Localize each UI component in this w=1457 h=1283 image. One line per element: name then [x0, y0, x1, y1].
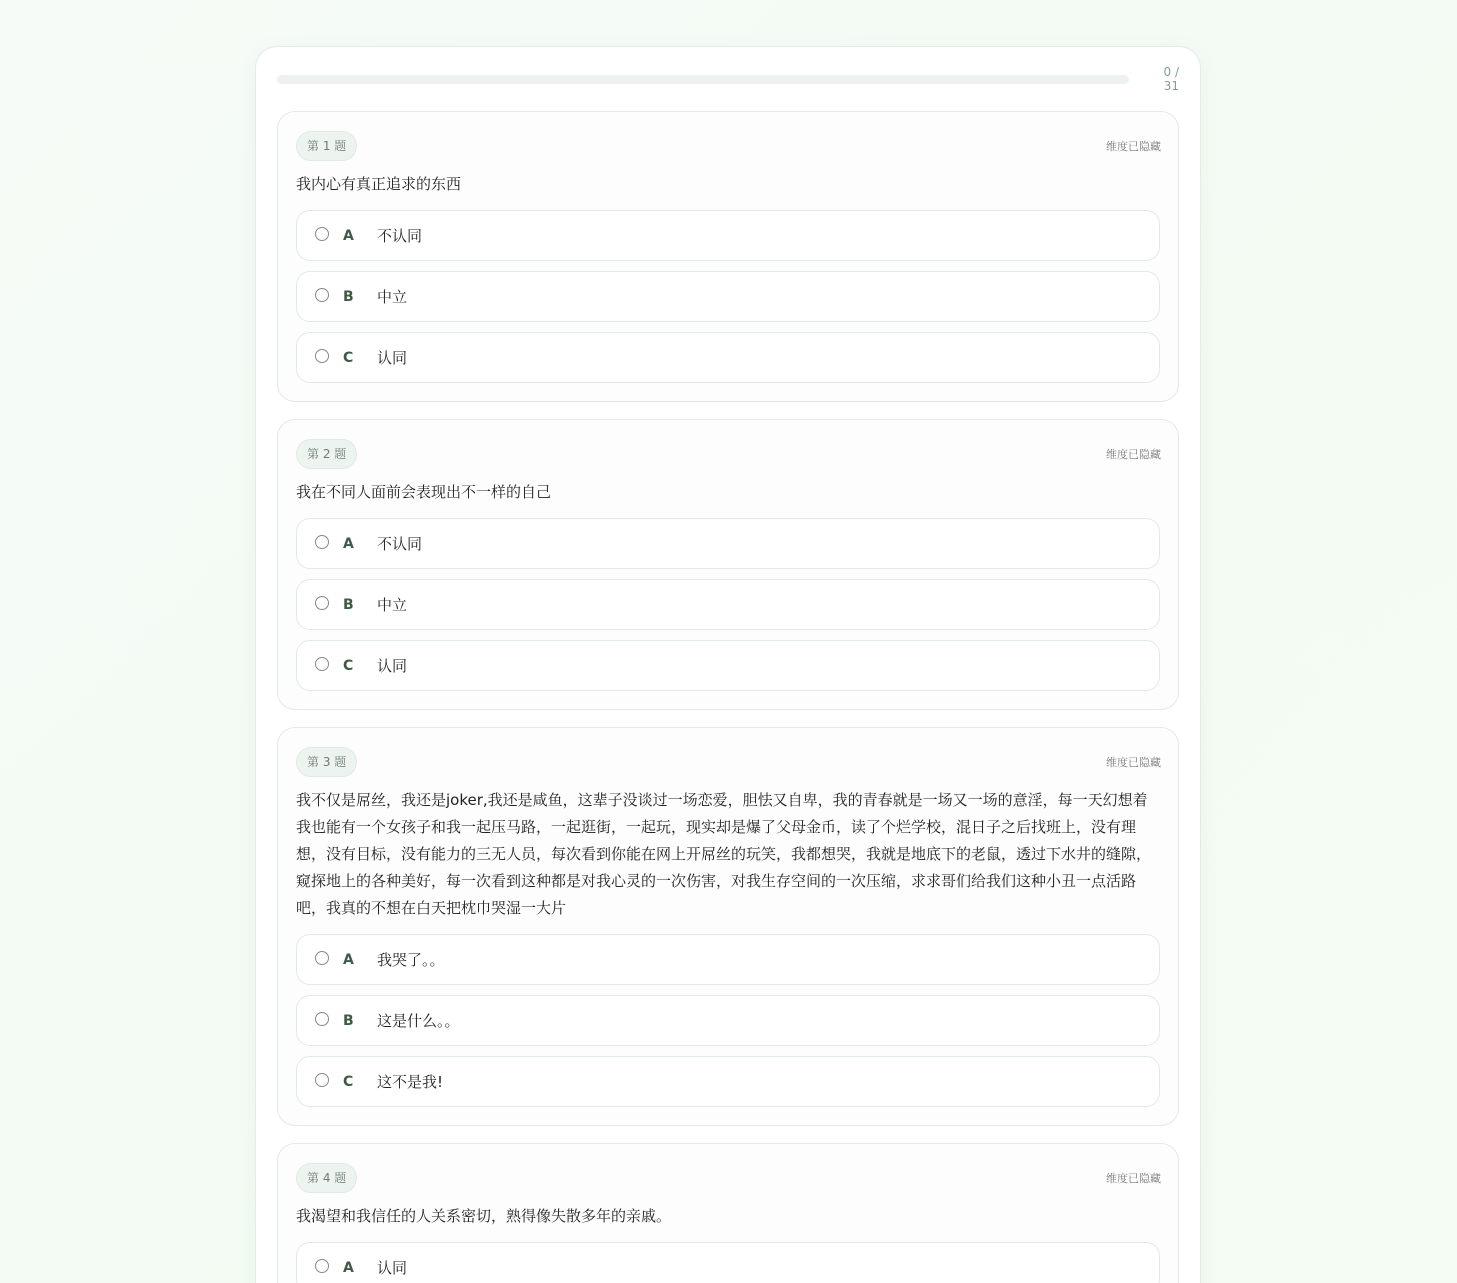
quiz-panel	[255, 46, 1201, 1283]
progress-count: 0 / 31	[1163, 65, 1179, 93]
question-number-badge: 第 4 题	[296, 1163, 357, 1193]
option-letter: A	[343, 227, 354, 244]
question-number-badge: 第 1 题	[296, 131, 357, 161]
radio-button[interactable]	[315, 596, 329, 610]
answer-option[interactable]	[296, 640, 1160, 691]
question-card	[277, 111, 1179, 402]
option-letter: C	[343, 657, 354, 674]
radio-button[interactable]	[315, 288, 329, 302]
question-card	[277, 419, 1179, 710]
option-label: 认同	[377, 1259, 408, 1277]
option-label: 这不是我!	[377, 1073, 444, 1091]
option-letter: B	[343, 596, 354, 613]
option-label: 我哭了。。	[377, 951, 445, 969]
question-number-badge: 第 3 题	[296, 747, 357, 777]
radio-button[interactable]	[315, 1259, 329, 1273]
option-letter: B	[343, 288, 354, 305]
answer-option[interactable]	[296, 210, 1160, 261]
radio-button[interactable]	[315, 535, 329, 549]
question-text: 我不仅是屌丝，我还是joker,我还是咸鱼，这辈子没谈过一场恋爱，胆怯又自卑，我的青春就是一场又一场的意淫，每一天幻想着我也能有一个女孩子和我一起压马路，一起逛街，一起玩，现实却是爆了父母金币，读了个烂学校，混日子之后找班上，没有理想，没有目标，没有能力的三无人员，每次看到你能在网上开屌丝的玩笑，我都想哭，我就是地底下的老鼠，透过下水井的缝隙，窥探地上的各种美好，每一次看到这种都是对我心灵的一次伤害，对我生存空间的一次压缩，求求哥们给我们这种小丑一点活路吧，我真的不想在白天把枕巾哭湿一大片	[296, 791, 1152, 917]
answer-option[interactable]	[296, 579, 1160, 630]
question-card	[277, 727, 1179, 1126]
progress-row	[277, 47, 1179, 111]
option-letter: A	[343, 1259, 354, 1276]
question-text: 我在不同人面前会表现出不一样的自己	[296, 483, 552, 501]
dimension-hidden-label: 维度已隐藏	[1106, 140, 1161, 153]
answer-option[interactable]	[296, 995, 1160, 1046]
option-label: 中立	[377, 596, 408, 614]
question-text: 我内心有真正追求的东西	[296, 175, 462, 193]
radio-button[interactable]	[315, 657, 329, 671]
radio-button[interactable]	[315, 1012, 329, 1026]
option-label: 不认同	[377, 227, 423, 245]
option-label: 不认同	[377, 535, 423, 553]
radio-button[interactable]	[315, 349, 329, 363]
option-label: 认同	[377, 657, 408, 675]
option-label: 中立	[377, 288, 408, 306]
radio-button[interactable]	[315, 1073, 329, 1087]
radio-button[interactable]	[315, 951, 329, 965]
option-letter: B	[343, 1012, 354, 1029]
radio-button[interactable]	[315, 227, 329, 241]
answer-option[interactable]	[296, 518, 1160, 569]
dimension-hidden-label: 维度已隐藏	[1106, 756, 1161, 769]
question-card	[277, 1143, 1179, 1283]
answer-option[interactable]	[296, 1242, 1160, 1283]
answer-option[interactable]	[296, 332, 1160, 383]
question-list	[277, 111, 1179, 1283]
question-number-badge: 第 2 题	[296, 439, 357, 469]
option-letter: A	[343, 535, 354, 552]
option-letter: A	[343, 951, 354, 968]
answer-option[interactable]	[296, 1056, 1160, 1107]
option-letter: C	[343, 1073, 354, 1090]
option-label: 认同	[377, 349, 408, 367]
option-letter: C	[343, 349, 354, 366]
dimension-hidden-label: 维度已隐藏	[1106, 1172, 1161, 1185]
answer-option[interactable]	[296, 271, 1160, 322]
progress-bar	[277, 75, 1129, 84]
answer-option[interactable]	[296, 934, 1160, 985]
dimension-hidden-label: 维度已隐藏	[1106, 448, 1161, 461]
question-text: 我渴望和我信任的人关系密切，熟得像失散多年的亲戚。	[296, 1207, 672, 1225]
option-label: 这是什么。。	[377, 1012, 460, 1030]
